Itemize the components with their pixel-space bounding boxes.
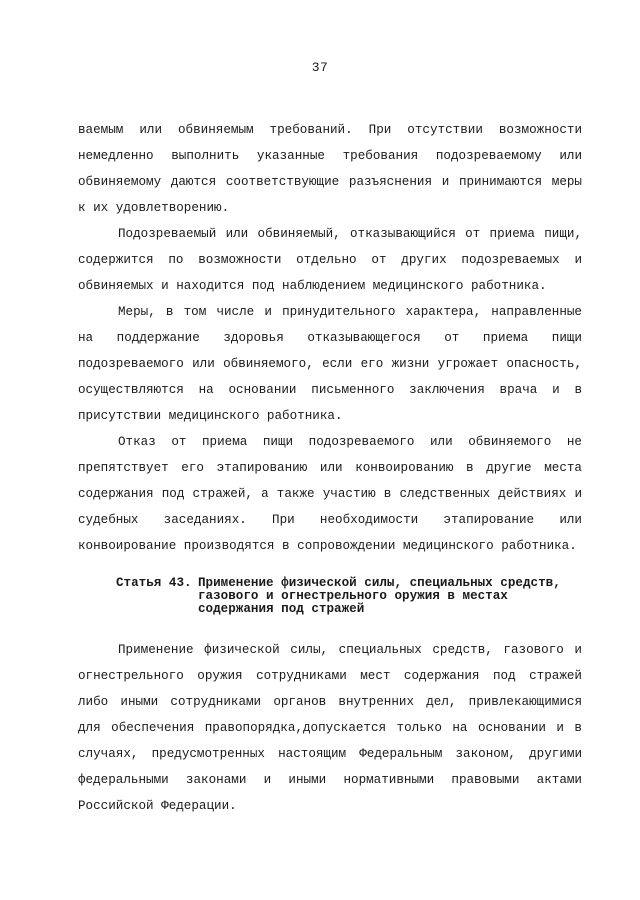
article-number: Статья 43. xyxy=(116,576,192,590)
paragraph-compulsory-measures: Меры, в том числе и принудительного характера, направленные на поддержание здоровья отказывающегося от приема пищи подозреваемого или обвиняемого, если его жизни угрожает опасность, осуществляются на основании письменного заключения врача и в присутствии медицинского работника. xyxy=(78,305,582,423)
paragraph-continuation: ваемым или обвиняемым требований. При отсутствии возможности немедленно выполнить указанные требования подозреваемому или обвиняемому даются соответствующие разъяснения и принимаются меры к их удовлетворению. xyxy=(78,123,582,215)
article-title: Применение физической силы, специальных средств, газового и огнестрельного оружия в местах содержания под стражей xyxy=(198,576,561,616)
article-body-paragraph: Применение физической силы, специальных средств, газового и огнестрельного оружия сотрудниками мест содержания под стражей либо иными сотрудниками органов внутренних дел, привлекающимися для обеспечения правопорядка,допускается только на основании и в случаях, предусмотренных настоящим Федеральным законом, другими федеральными законами и иными нормативными правовыми актами Российской Федерации. xyxy=(78,643,582,813)
paragraph-hunger-strike-detention: Подозреваемый или обвиняемый, отказывающийся от приема пищи, содержится по возможности отдельно от других подозреваемых и обвиняемых и находится под наблюдением медицинского работника. xyxy=(78,227,582,293)
paragraph-transfer-not-prevented: Отказ от приема пищи подозреваемого или обвиняемого не препятствует его этапированию или конвоированию в другие места содержания под стражей, а также участию в следственных действиях и судебных заседаниях. При необходимости этапирование или конвоирование производятся в сопровождении медицинского работника. xyxy=(78,435,582,553)
page-number: 37 xyxy=(311,60,329,75)
